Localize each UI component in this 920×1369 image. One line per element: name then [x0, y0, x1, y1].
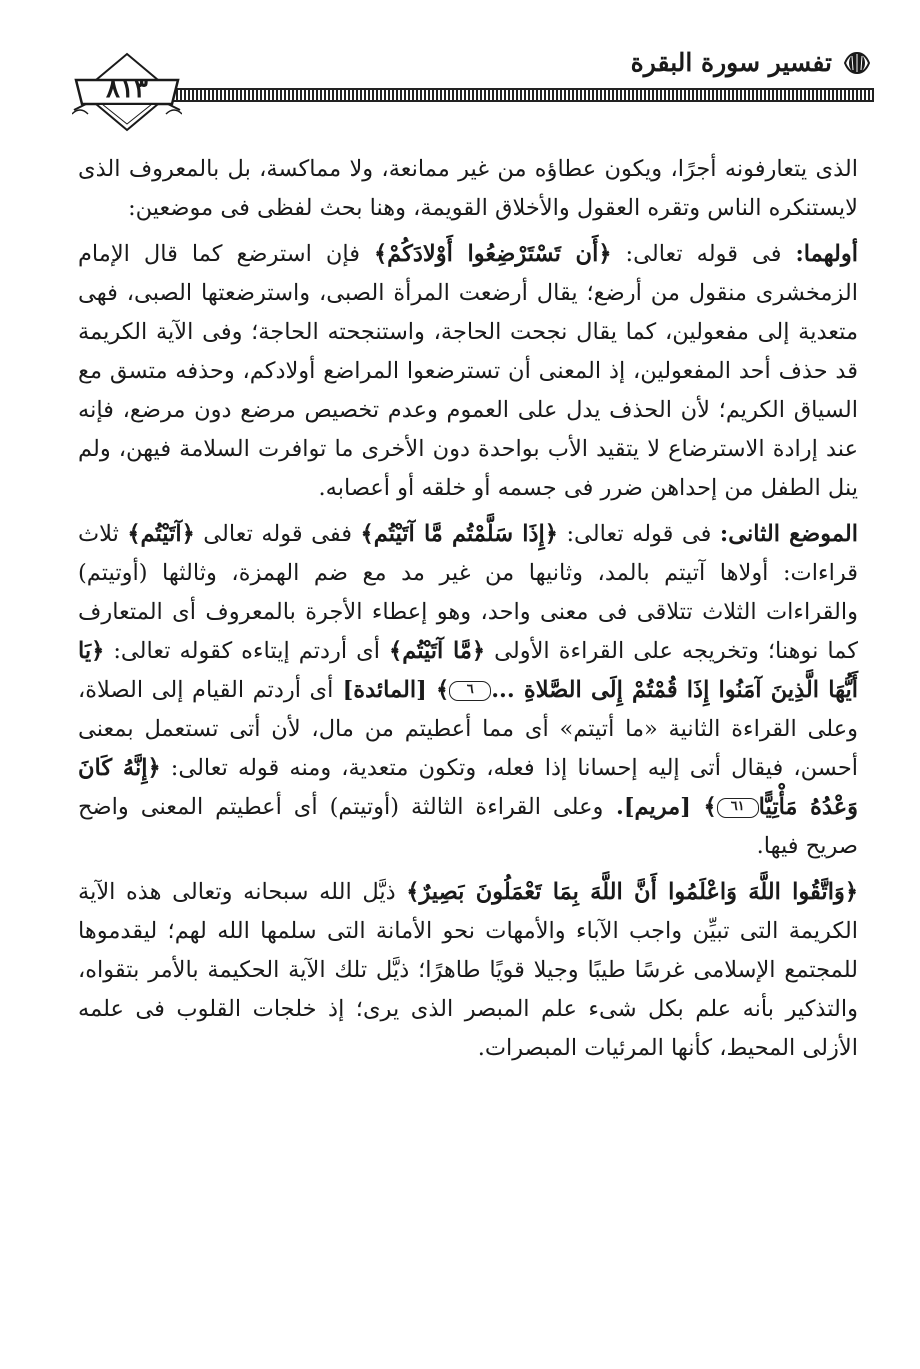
paragraph — [78, 873, 858, 1068]
paragraph-text: وعلى القراءة الثالثة (أوتيتم) أى أعطيتم المعنى واضح صريح فيها. — [78, 794, 858, 859]
paragraph-text: ثلاث قراءات: أولاها آتيتم بالمد، وثانيها من غير مد مع ضم الهمزة، وثالثها (أوتيتم) والقراءات الثلاث تتلاقى فى معنى واحد، وهو إعطاء الأجرة بالمعروف أى المتعارف كما نوهنا؛ وتخريجه على القراءة الأولى — [78, 521, 858, 664]
paragraph-text: فى قوله تعالى: — [557, 521, 720, 547]
verse-number-marker: ٦ — [449, 681, 491, 701]
quran-quote: ﴿يَا أَيُّهَا الَّذِينَ آمَنُوا إِذَا قُمْتُمْ إِلَى الصَّلاةِ ... — [78, 638, 858, 703]
quran-quote: ﴿مَّا آتَيْتُم﴾ — [389, 638, 486, 664]
quran-quote: ﴿وَاتَّقُوا اللَّهَ وَاعْلَمُوا أَنَّ اللَّهَ بِمَا تَعْمَلُونَ بَصِيرٌ﴾ — [406, 879, 858, 905]
paragraph-text: فى قوله تعالى: — [611, 241, 796, 267]
running-title: تفسير سورة البقرة — [630, 48, 832, 77]
quran-quote: ﴿آتَيْتُم﴾ — [127, 521, 195, 547]
quran-quote: ﴾ — [703, 794, 717, 820]
paragraph-text: ففى قوله تعالى — [194, 521, 361, 547]
paragraph-text: أى أردتم إيتاءه كقوله تعالى: — [104, 638, 390, 664]
verse-number-marker: ٦١ — [717, 798, 759, 818]
paragraph-text: أى أردتم القيام إلى الصلاة، وعلى القراءة الثانية «ما أتيتم» أى مما أعطيتم من مال، لأن أتى تستعمل بمعنى أحسن، فيقال أتى إليه إحسانا إذا فعله، وتكون متعدية، ومنه قوله تعالى: — [78, 677, 859, 781]
surah-reference: [المائدة] — [333, 677, 436, 703]
paragraph-text: فإن استرضع كما قال الإمام الزمخشرى منقول من أرضع؛ يقال أرضعت المرأة الصبى، واسترضعتها الصبى، فهى متعدية إلى مفعولين، كما يقال نجحت الحاجة، واستنجحته الحاجة؛ وفى الآية الكريمة قد حذف أحد المفعولين، إذ المعنى أن تسترضعوا المراضع أولادكم، وحذفه متسق مع السياق الكريم؛ لأن الحذف يدل على العموم وعدم تخصيص مرضع دون مرضع، فإنه عند إرادة الاسترضاع لا يتقيد الأب بواحدة دون الأخرى ما توافرت السلامة فيهن، ولم ينل الطفل من إحداهن ضرر فى جسمه أو خلقه أو أعصابه. — [78, 241, 858, 501]
quran-quote: ﴿إِنَّهُ كَانَ وَعْدُهُ مَأْتِيًّا — [78, 755, 859, 820]
paragraph — [78, 235, 858, 508]
paragraph — [78, 515, 858, 866]
paragraph-text: ذيَّل الله سبحانه وتعالى هذه الآية الكريمة التى تبيِّن واجب الآباء والأمهات نحو الأمانة التى سلمها الله لهم؛ ليقدموها للمجتمع الإسلامى غرسًا طيبًا وجيلا قويًا طاهرًا؛ ذيَّل تلك الآية الحكيمة بالأمر بتقواه، والتذكير بأنه علم بكل شىء علم المبصر الذى يرى؛ إذ خلجات القلوب فى علمه الأزلى المحيط، كأنها المرئيات المبصرات. — [78, 879, 858, 1061]
page-header — [0, 0, 920, 150]
paragraph-text: الذى يتعارفونه أجرًا، ويكون عطاؤه من غير ممانعة، ولا مماكسة، بل بالمعروف الذى لايستنكره الناس وتقره العقول والأخلاق القويمة، وهنا بحث لفظى فى موضعين: — [78, 156, 858, 221]
body-text — [78, 150, 858, 1068]
quran-quote: ﴿أَن تَسْتَرْضِعُوا أَوْلادَكُمْ﴾ — [373, 241, 612, 267]
section-heading: أولهما: — [795, 241, 858, 267]
quran-quote: ﴾ — [436, 677, 450, 703]
paragraph — [78, 150, 858, 228]
section-heading: الموضع الثانى: — [719, 521, 858, 547]
header-rule — [156, 88, 874, 102]
surah-reference: [مريم]. — [603, 794, 704, 820]
page-number: ٨١٣ — [106, 74, 148, 104]
quran-quote: ﴿إِذَا سَلَّمْتُم مَّا آتَيْتُم﴾ — [360, 521, 558, 547]
flower-ornament-icon — [842, 50, 872, 76]
